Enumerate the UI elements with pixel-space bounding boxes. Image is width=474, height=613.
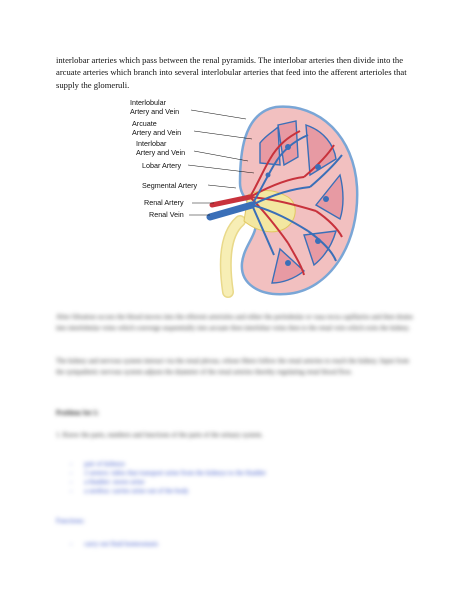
blurred-question: 1. Know the parts, numbers and functions of the parts of the urinary system. (56, 432, 263, 439)
label-interlobar-line1: Interlobar (136, 139, 167, 148)
list-item: - pair of kidneys (70, 460, 266, 469)
label-renal-vein: Renal Vein (149, 210, 184, 219)
blurred-paragraph-2: The kidney and nervous system interact via the renal plexus, whose fibers follow the renal arteries to reach the kidney. Input from the sympathetic nervous system adjusts the diameter of the renal arteries thereby regulating renal blood flow. (56, 358, 410, 376)
list-item: - a bladder: stores urine (70, 478, 266, 487)
label-interlobular-line2: Artery and Vein (130, 107, 180, 116)
diagram-labels (130, 98, 198, 219)
label-arcuate-line1: Arcuate (132, 119, 157, 128)
intro-paragraph: interlobar arteries which pass between the renal pyramids. The interlobar arteries then divide into the arcuate arteries which branch into several interlobular arteries that feed into the afferent arterioles that supply the glomeruli. (56, 55, 407, 90)
label-renal-artery: Renal Artery (144, 198, 184, 207)
label-interlobar-line2: Artery and Vein (136, 148, 186, 157)
list-item: - 2 ureters: tubes that transport urine from the kidneys to the bladder (70, 469, 266, 478)
blurred-list (70, 460, 266, 496)
label-segmental-artery: Segmental Artery (142, 181, 198, 190)
list-item: - carry out fluid homeostasis (70, 539, 158, 550)
label-lobar-artery: Lobar Artery (142, 161, 182, 170)
label-interlobular-line1: Interlobular (130, 98, 166, 107)
label-arcuate-line2: Artery and Vein (132, 128, 182, 137)
kidney-illustration (128, 95, 360, 300)
blurred-paragraph-1: After filtration occurs the blood moves into the efferent arterioles and either the peritubular or vasa recta capillaries and then drains into interlobular veins which converge sequentially into arcuate then interlobar veins then to the renal vein which exits the kidney. (56, 314, 413, 332)
kidney-diagram (128, 95, 360, 300)
blurred-functions-list (70, 539, 158, 550)
list-item: - a urethra: carries urine out of the body (70, 487, 266, 496)
blurred-functions-label: Functions: (56, 518, 85, 525)
blurred-heading: Problem Set 1: (56, 410, 99, 417)
